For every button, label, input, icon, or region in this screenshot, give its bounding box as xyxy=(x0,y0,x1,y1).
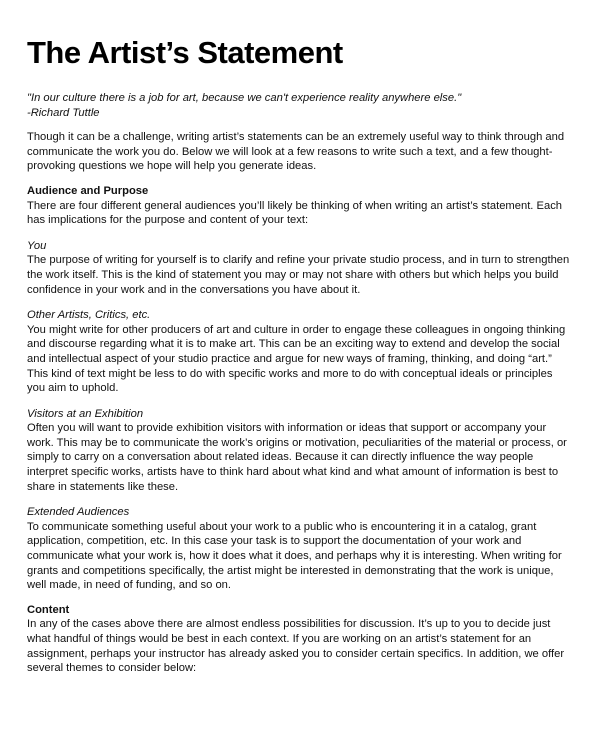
section-heading-audience: Audience and Purpose xyxy=(27,184,149,197)
paragraph-other-artists: You might write for other producers of art and culture in order to engage these colleagues in ongoing thinking and discourse regarding what it is to make art. This can be an exciting way to extend and develop the social and intellectual aspect of your studio practice and argue for new ways of framing, thinking, and doing “art.” This kind of text might be less to do with specific works and more to do with conceptual ideals or principles you aim to uphold. xyxy=(27,323,566,395)
subheading-visitors: Visitors at an Exhibition xyxy=(27,407,144,420)
audience-intro-paragraph: There are four different general audiences you’ll likely be thinking of when writing an artist’s statement. Each has implications for the purpose and content of your text: xyxy=(27,199,563,227)
intro-paragraph: Though it can be a challenge, writing artist’s statements can be an extremely useful way to think through and communicate the work you do. Below we will look at a few reasons to write such a text, and a few thought-provoking questions we hope will help you generate ideas. xyxy=(27,131,565,173)
paragraph-visitors: Often you will want to provide exhibition visitors with information or ideas that support or accompany your work. This may be to communicate the work’s origins or motivation, peculiarities of the material or process, or simply to carry on a conversation about related ideas. Because it can directly influence the way people interpret specific works, artists have to think hard about what kind and what amount of information is best to share in statements like these. xyxy=(27,422,567,493)
page-title: The Artist’s Statement xyxy=(27,35,343,70)
epigraph-attribution: -Richard Tuttle xyxy=(27,106,100,119)
subheading-you: You xyxy=(27,239,47,252)
subheading-other-artists: Other Artists, Critics, etc. xyxy=(27,309,151,322)
epigraph-quote: "In our culture there is a job for art, because we can't experience reality anywhere else." xyxy=(27,92,462,104)
paragraph-extended-audiences: To communicate something useful about your work to a public who is encountering it in a catalog, grant application, competition, etc. In this case your task is to support the documentation of your work and communicate what your work is, how it does what it does, and perhaps why it is interesting. When writing for grants and competitions specifically, the artist might be interested in demonstrating that the work is unique, well made, in need of funding, and so on. xyxy=(27,520,562,592)
document-body xyxy=(27,91,573,676)
section-heading-content: Content xyxy=(27,603,70,616)
paragraph-content: In any of the cases above there are almost endless possibilities for discussion. It’s up to you to decide just what handful of things would be best in each context. If you are working on an artist’s statement for an assignment, perhaps your instructor has already asked you to consider certain specifics. In addition, we offer several themes to consider below: xyxy=(27,618,565,675)
paragraph-you: The purpose of writing for yourself is to clarify and refine your private studio process, and in turn to strengthen the work itself. This is the kind of statement you may or may not share with others but which helps you build confidence in your work and in the conversations you have about it. xyxy=(27,254,570,296)
subheading-extended-audiences: Extended Audiences xyxy=(27,506,130,519)
